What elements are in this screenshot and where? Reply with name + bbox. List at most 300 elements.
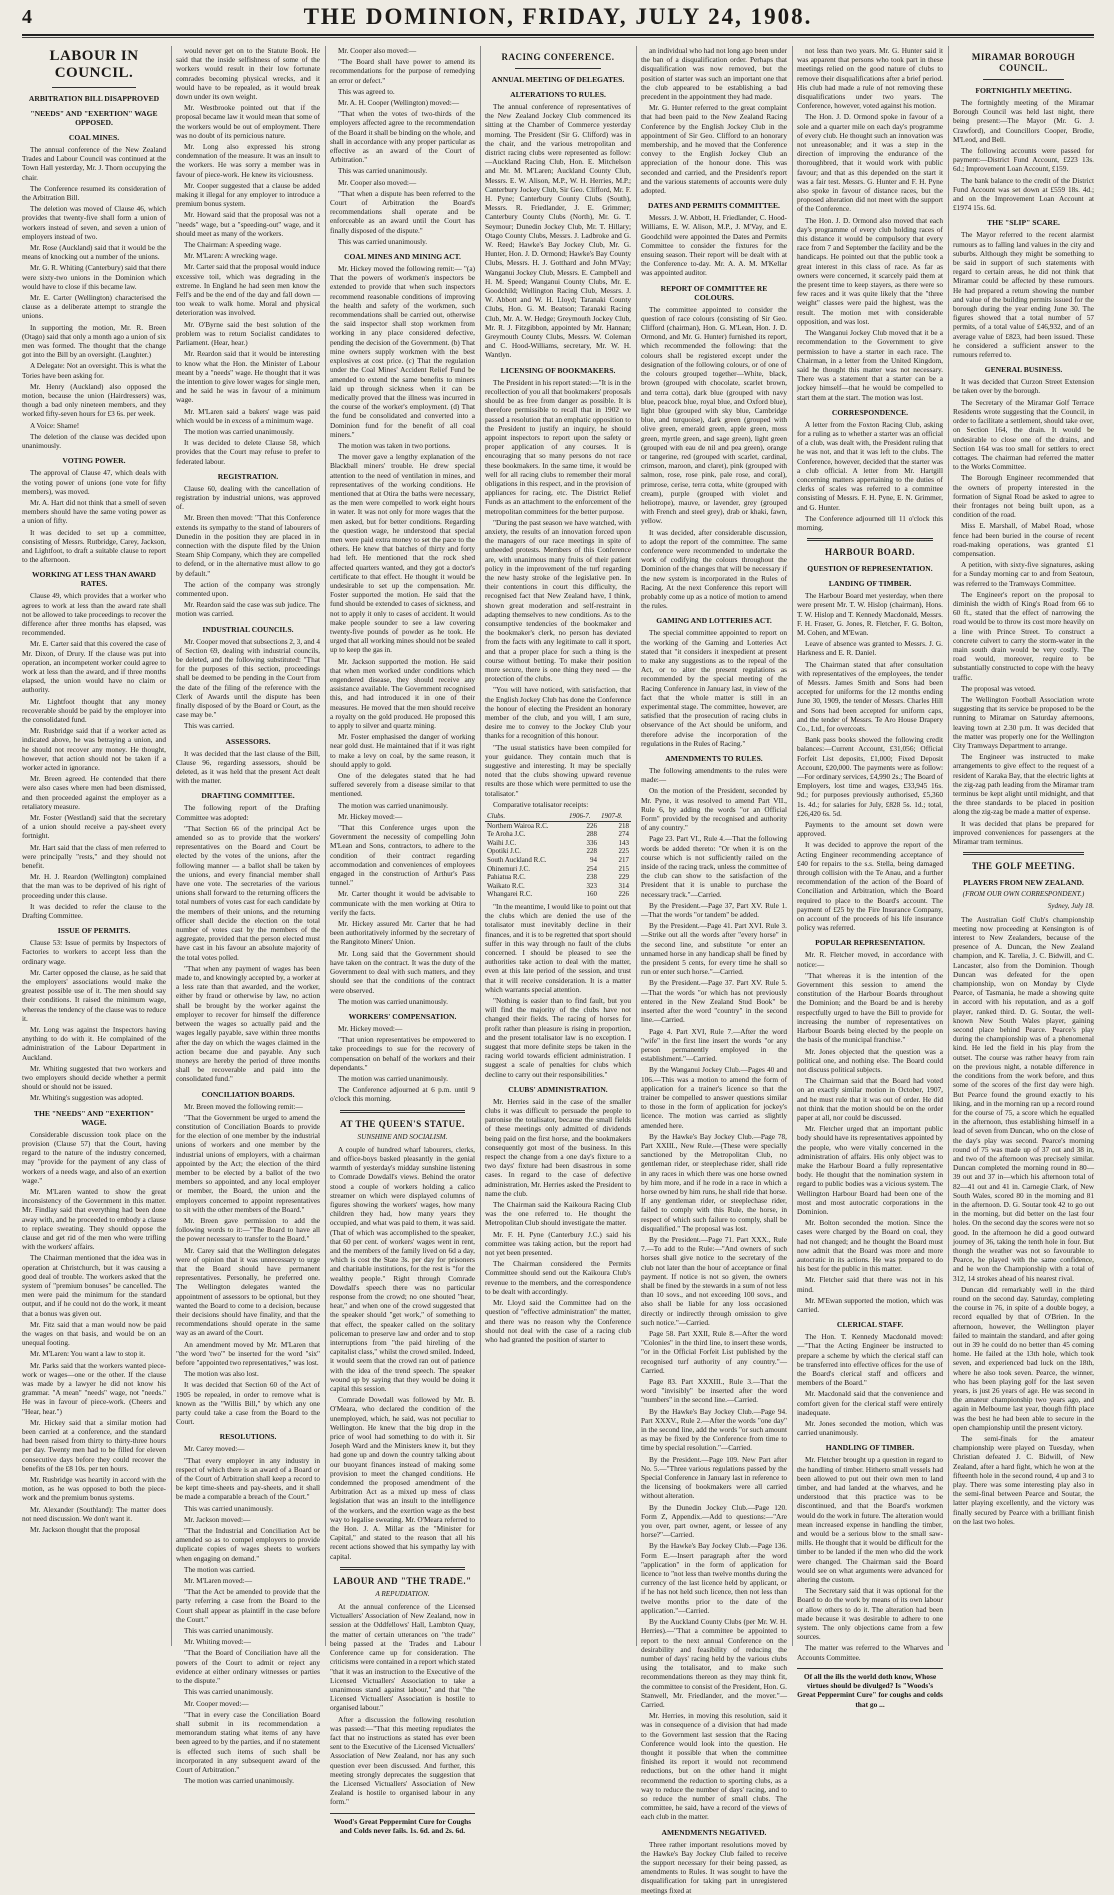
article-paragraph: The motion was carried unanimously.: [338, 996, 448, 1006]
article-paragraph: Leave of absence was granted to Messrs. J. G. Harkness and E. R. Daniel.: [797, 639, 943, 658]
advertisement-peppermint-cure: Wood's Great Peppermint Cure for Coughs and Colds never fails. 1s. 6d. and 2s. 6d.: [330, 1813, 475, 1835]
article-paragraph: Mr. Jones objected that the question was a political one, and nothing else. The Board could not discuss political subjects.: [797, 1046, 943, 1074]
table-cell: 254: [586, 864, 597, 873]
article-paragraph: "That every employer in any industry in respect of which there is an award of a Board or of the Court of Arbitration shall keep a record to be kept time-sheets and pay-sheets, and it shall be made a comparable a breach of the Court.": [176, 1455, 320, 1502]
article-paragraph: Mr. G. R. Whiting (Canterbury) said that there were sixty-two unions in the Dominion which would have to close if this became law.: [22, 263, 166, 291]
article-paragraph: Mr. M'Ewan supported the motion, which was carried.: [797, 1295, 943, 1314]
section-heading: ASSESSORS.: [225, 736, 271, 746]
table-cell: 226: [618, 890, 629, 899]
article-paragraph: Mr. Long also expressed his strong condemnation of the measure. It was an insult to the workers. He was sorry a member was in favour of piece-work. He knew its viciousness.: [176, 142, 320, 179]
article-paragraph: The Secretary said that it was optional for the Board to do the work by means of its own labour or allow others to do it. The alteration had been made because it was desirable to adhere to one system. The only objections came from a few sources.: [797, 1586, 943, 1642]
article-paragraph: Miss E. Marshall, of Mabel Road, whose fence had been buried in the course of recent road-making operations, was granted £1 compensation.: [953, 521, 1094, 558]
section-heading: POPULAR REPRESENTATION.: [815, 938, 925, 948]
article-paragraph: Payments to the amount set down were approved.: [797, 820, 943, 839]
table-row: [485, 856, 631, 865]
article-paragraph: The Chairman said the Kaikoura Racing Club was the one referred to. He thought the Metropolitan Club should investigate the matter.: [485, 1200, 631, 1228]
advertisement-poem: Of all the ills the world doth know, Whose virtues should be divulged? Is "Woods's Great Peppermint Cure" for coughs and colds that go ...: [797, 1668, 943, 1709]
article-paragraph: "That union representatives be empowered to take proceedings to sue for the recovery of compensation on behalf of the workers and their dependants.": [330, 1035, 475, 1072]
article-paragraph: In supporting the motion, Mr. R. Breen (Otago) said that only a month ago a union of six men was formed. The thought that the change got into the Bill by an oversight. (Laughter.): [22, 322, 166, 360]
article-paragraph: "During the past season we have watched, with anxiety, the results of an innovation forced upon the managers of our race meetings in spite of unheeded protests. Members of this Conference are, with unanimous many fruits of their patient policy in the improvement of the turf regarding the new hasty stroke of the legislative pen. In their contentions in court this difficulty, the recognised fact that New Zealand have, I think, shown great moderation and self-restraint in adapting themselves to new conditions. As to the consumptive tendencies of the bookmaker and the bookmaker's clerk, no person has deviated from the facts with any legitimate to call it sport, and that a proper place for such a thing is the course without betting. To make their position more secure, there is one thing they need — the protection of the clubs.: [485, 517, 631, 684]
article-paragraph: The motion was carried.: [184, 1564, 255, 1574]
article-paragraph: Mr. Carter thought it would be advisable to communicate with the men working at Otira to verify the facts.: [330, 889, 475, 917]
column-rule: [792, 46, 793, 1646]
article-paragraph: The Hon. J. D. Ormond also moved that each day's programme of every club holding races of this distance it would be compulsory that every race from 7 and September the facility and be the handicaps. He pointed out that the public took a great interest in this class of race. As far as owners were concerned, it scarcely paid them at the present time to keep stayers, as there were so few races and it was quite likely that the "three weight" classes were paid the highest, was the result. The motion met with considerable opposition, and was lost.: [797, 215, 943, 326]
subhead-sunshine: SUNSHINE AND SOCIALISM.: [357, 1132, 448, 1141]
article-paragraph: Mr. Henry (Auckland) also opposed the motion, because the union (Hairdressers) was, though a bad only nineteen members, and they worked fifty-seven hours for £3 6s. per week.: [22, 381, 166, 419]
column-4: [485, 46, 631, 1646]
article-paragraph: This was carried unanimously.: [184, 1626, 274, 1636]
table-cell: 94: [589, 856, 597, 864]
article-paragraph: The deletion of the clause was decided upon unanimously.: [22, 431, 166, 451]
article-paragraph: not less than two years. Mr. G. Hunter said it was apparent that persons who took part in these meetings relied on the good nature of clubs to remove their disqualifications after a brief period. His club had made a rule of not removing these disqualifications under two years. The Conference, however, voted against his motion.: [797, 46, 943, 111]
table-cell: 274: [618, 830, 629, 839]
article-paragraph: Considerable discussion took place on the provision (Clause 57) that the Court, having regard to the nature of the industry concerned, may "provide for the payment of any class of workers of a needs wage, and also of an exertion wage.": [22, 1129, 166, 1185]
article-paragraph: Mr. M'Laren said a bakers' wage was paid which would be in excess of a minimum wage.: [176, 406, 320, 425]
table-cell: 215: [618, 864, 629, 873]
divider: [807, 538, 933, 541]
table-cell: 218: [618, 821, 629, 830]
section-heading: CONCILIATION BOARDS.: [201, 1089, 295, 1099]
article-paragraph: Mr. Foster emphasised the danger of working near gold dust. He maintained that if it was right to make a levy on coal, by the same reason, it should apply to gold.: [330, 732, 475, 769]
masthead: [22, 4, 1094, 36]
column-5: [641, 46, 787, 1895]
table-cell: Waikato R.C.: [487, 881, 525, 890]
article-paragraph: Mr. Jackson thought that the proposal: [30, 1525, 140, 1535]
article-paragraph: It was decided that plans be prepared for improved conveniences for passengers at the Miramar tram terminus.: [953, 818, 1094, 847]
article-paragraph: The Engineer's report on the proposal to diminish the width of King's Road from 66 to 60 ft., stated that the effect of narrowing the road would be to throw its cost more heavily on a line with Prince Street. To construct a concrete culvert to carry the storm-water in the main south drain would be very costly. The road would, moreover, require to be substantially constructed to cope with the heavy traffic.: [953, 589, 1094, 682]
article-paragraph: Mr. Parks said that the workers wanted piece-work or wages—one or the other. If the clause was made by a lawyer he did not know his grammar. "A mean" "needs" wage, not "needs." He was in favour of piece-work. (Cheers and "Hear, hear."): [22, 1360, 166, 1416]
subhead-repudiation: A REPUDIATION.: [375, 1589, 430, 1598]
article-paragraph: Mr. Lloyd said the Committee had on the question of "effective administration" the matter, and there was no reason why the Conference should not deal with the case of a racing club who had granted the position of starter to: [485, 1298, 631, 1344]
article-paragraph: Mr. G. Hunter referred to the great complaint that had been paid to the New Zealand Racing Conference by the English Jockey Club in the appointment of Sir Geo. Clifford to an honorary membership, and he moved that the Conference convey to the English Jockey Club an appreciation of the honour done. This was seconded and carried, and the President's report and the various statements of accounts were duly adopted.: [641, 103, 787, 196]
section-heading: RESOLUTIONS.: [219, 1432, 277, 1442]
article-paragraph: By the Hawke's Bay Jockey Club.—Page 78, Part XXIII., New Rule.—(These were specially sanctioned by the Metropolitan Club, no gentleman rider, or steeplechase rider, shall ride in any races in which there was one horse owned by him more, and if he rode in a race in which a horse owned by him runs, he shall ride that horse. If any gentleman rider, or steeplechase rider, failed to comply with this Rule, the horse, in respect of which such failure to comply, shall be disqualified." The proposal was lost.: [641, 1131, 787, 1233]
section-heading: FORTNIGHTLY MEETING.: [975, 86, 1072, 95]
article-paragraph: Mr. E. Carter (Wellington) characterised the clause as a deliberate attempt to strangle the unions.: [22, 293, 166, 321]
totalisator-table: [485, 812, 631, 899]
article-paragraph: Mr. Breen then moved: "That this Conference extends its sympathy to the stand of labourers of Dunedin in the position they are placed in in connection with the dispute filed by the Union Steam Ship Company, which they are compelled to defend, or in the alternative must allow to go by default.": [176, 513, 320, 578]
table-cell: Ohinemuri J.C.: [487, 864, 530, 873]
column-3: [330, 46, 475, 1835]
article-paragraph: Mr. Breen moved the following remit:—: [184, 1101, 303, 1111]
article-paragraph: Mr. Hickey said that a similar motion had been carried at a conference, and the standard had been raised from thirty to thirty-three hours per day. Twenty men had to be filled for eleven consecutive days before they could recover the benefits of the £8 10s. per ten hours.: [22, 1417, 166, 1473]
article-paragraph: The annual conference of the New Zealand Trades and Labour Council was continued at the Town Hall yesterday, Mr. J. Thorn occupying the chair.: [22, 145, 166, 182]
table-cell: 336: [586, 838, 597, 847]
article-paragraph: Duncan did remarkably well in the third round on the second day. Saturday, completing the course in 76, in spite of a double bogey, a record equalled by that of O'Brien. In the afternoon, however, the Wellington player failed to maintain the standard, and after going out in 39 he could do no better than 45 coming home. He failed at the 13th hole, which took seven, and experienced bad luck on the 18th, where he also took seven. Pearce, the winner, who has been playing golf for the last seven years, is just 26 years of age. He was second in the amateur championship two years ago, and again in Melbourne last year, though fifth place was the best he had been able to secure in the open championship until the present victory.: [953, 1284, 1094, 1432]
article-paragraph: After a discussion the following resolution was passed:—"That this meeting repudiates the fact that no instructions as stated has ever been sent to the Executive of the Licensed Victuallers' Association of New Zealand, nor has any such question ever been discussed. And further, this meeting strongly deprecates the suggestion that the Licensed Victuallers' Association of New Zealand is hostile to organised labour in any form.": [330, 1714, 475, 1807]
table-row: [485, 821, 631, 830]
article-paragraph: Mr. Carter said that the proposal would induce excessive toil, which was degrading in the extreme. In England he had seen men know the Fell's and be the end of the day and fall down — too weak to walk home. Moral and physical deterioration was involved.: [176, 262, 320, 318]
article-paragraph: By the President.—Page 37. Part XV. Rule 5.—That the words "or which has not previously entered in the New Zealand Stud Book" be inserted after the word "country" in the second line.—Carried.: [641, 978, 787, 1025]
article-paragraph: "That this Conference urges upon the Government the necessity of compelling John M'Lean and Sons, contractors, to adhere to the condition of their contract regarding accommodation and conveniences of employees engaged in the construction of Arthur's Pass tunnel.": [330, 823, 475, 888]
article-paragraph: Mr. Hickey moved:—: [338, 811, 403, 821]
article-paragraph: Messrs. J. W. Abbott, H. Friedlander, C. Hood-Williams, E. W. Alison, M.P., J. M'Vay, and E. Goodchild were appointed the Dates and Permits Committee to consider the fixtures for the ensuing season. Their report will be dealt with at the Conference to-day. Mr. A. A. M. M'Kellar was appointed auditor.: [641, 213, 787, 278]
section-heading: DATES AND PERMITS COMMITTEE.: [648, 201, 780, 211]
section-heading: GENERAL BUSINESS.: [984, 365, 1063, 375]
column-1: [22, 46, 166, 1646]
article-paragraph: Clause 49, which provides that a worker who agrees to work at less than the award rate shall not be allowed to take proceedings to recover the difference after three months has elapsed, was recommended.: [22, 591, 166, 638]
subhead-representation: QUESTION OF REPRESENTATION.: [807, 564, 933, 574]
column-rule: [171, 46, 172, 1646]
article-paragraph: Mr. Jackson moved:—: [184, 1514, 251, 1524]
article-paragraph: Mr. Rose (Auckland) said that it would be the means of knocking out a number of the unions.: [22, 243, 166, 262]
article-paragraph: Mr. Jackson supported the motion. He said that when men worked under conditions which engendered disease, they should receive any assistance available. The Government recognised this, and had introduced it in one of their measures. He moved that the men should receive a royalty on the gold produced. He proposed this to apply to silver and quartz mining.: [330, 656, 475, 731]
article-paragraph: would never get on to the Statute Book. He said that the inside selfishness of some of the workers would result in their low fortunate comrades becoming physical wrecks, and it would have to be repealed, as it would break down under its own weight.: [176, 46, 320, 102]
article-paragraph: "That when any payment of wages has been made to, and knowingly accepted by, a worker at a less rate than that awarded, and the worker, either by fraud or otherwise by law, no action shall be brought by the worker against the employer to recover for himself the difference between the wages so actually paid and the wages legally payable, save within three months after the day on which the wages claimed in the action became due and payable. Any such moneys are hereby the period of three months shall be recoverable and paid into the consolidated fund.": [176, 963, 320, 1084]
table-cell: 314: [618, 881, 629, 890]
table-cell: Te Aroha J.C.: [487, 830, 526, 839]
article-paragraph: By the Wanganui Jockey Club.—Pages 40 and 106.—This was a motion to amend the form of application for a trainer's licence so that the trainer be compelled to answer questions similar to those in the form of application for jockey's licence. The motion was carried as slightly amended here.: [641, 1065, 787, 1130]
article-paragraph: "The usual statistics have been compiled for your guidance. They contain much that is suggestive and interesting. It may be specially noted that the clubs showing upward revenue results are those which were permitted to use the totalisator.": [485, 742, 631, 798]
article-paragraph: The Chairman said that the Board had voted on an exactly similar motion in October, 1907, and he must rule that it was out of order. He did not think that the motion should be on the order paper at all, nor could be discussed.: [797, 1076, 943, 1122]
article-paragraph: It was decided to set up a committee, consisting of Messrs. Rutbridge, Carey, Jackson, and Lightfoot, to draft a suitable clause to report to the afternoon.: [22, 527, 166, 565]
article-paragraph: "That when the votes of two-thirds of the employers affected agree to the recommendation of the Board it shall be binding on the whole, and shall in accordance with any proper particular as effective as an award of the Court of Arbitration.": [330, 109, 475, 165]
section-heading: AMENDMENTS TO RULES.: [665, 754, 763, 764]
column-rule: [325, 46, 326, 1646]
article-paragraph: By the President.—Page 37, Part XV. Rule 1.—That the words "or tandem" be added.: [641, 900, 787, 920]
article-paragraph: The Conference adjourned till 11 o'clock this morning.: [797, 513, 943, 532]
article-paragraph: "That when a dispute has been referred to the Court of Arbitration the Board's recommendations shall operate and be enforceable as an award until the Court has finally disposed of the dispute.": [330, 188, 475, 235]
table-cell: Whangarei R.C.: [487, 890, 533, 899]
article-paragraph: The special committee appointed to report on the working of the Gaming and Lotteries Act stated that "it considers it inexpedient at present to make any suggestions as to the repeal of the Act, or to alter the present regulations as recommended by the special meeting of the Racing Conference in January last, in view of the fact that the whole matter is still in an experimental stage. The committee, however, are satisfied that the prosecution of racing clubs in observance of the Act should be uniform, and therefore advise the incorporation of the regulations in the Rules of Racing.": [641, 628, 787, 748]
article-paragraph: The motion was carried unanimously.: [338, 800, 448, 810]
article-paragraph: The motion was also lost.: [184, 1369, 259, 1379]
article-paragraph: Mr. Long said that the Government should have taken on the contract. It was the duty of the Government to deal with such matters, and they should see that the conditions of the contract were observed.: [330, 948, 475, 995]
article-paragraph: By the Hawke's Bay Jockey Club.—Page 136. Form E.—Insert paragraph after the word "application" in the form of application for licence to "not less than twelve months during the currency of the last licence held by applicant, or if he has not held such licence, then not less than twelve months prior to the date of the application."—Carried.: [641, 1541, 787, 1615]
table-row: [485, 839, 631, 848]
article-paragraph: The President in his report stated:—"It is in the recollection of you all that bookmakers' proposals should be as free from danger as possible. It is therefore permissible to recall that in 1902 we passed a resolution that an emphatic opposition to the President to justify an inquiry, he should appoint inspectors to report upon the safety or proper application of any courses. It is encouraging that so many persons do not race these bookmakers. In the same time, it would be well for all racing clubs to remember their moral obligations in this respect, and in the provision of appliances for racing, etc. The District Relief Funds as an attachment to the enforcement of the metropolitan committees for the better purpose.: [485, 377, 631, 516]
article-paragraph: "The Board shall have power to amend its recommendations for the purpose of remedying an error or defect.": [330, 57, 475, 85]
headline-harbour-board: HARBOUR BOARD.: [824, 547, 915, 558]
article-paragraph: A petition, with sixty-five signatures, asking for a Sunday morning car to and from Seatoun, was referred to the Tramways Committee.: [953, 560, 1094, 588]
article-paragraph: Mr. A. H. Cooper (Wellington) moved:—: [338, 98, 460, 108]
section-heading: CLUBS' ADMINISTRATION.: [508, 1084, 608, 1094]
article-paragraph: Page 23. Part VI., Rule 4.—That the following words be added thereto: "Or when it is on the course which is not sufficiently railed on the inside of the racing track, unless the committee of the club can show to the satisfaction of the President that it is unable to purchase the necessary track."—Carried.: [641, 834, 787, 899]
article-paragraph: Mr. Lightfoot thought that any money recoverable should be paid by the employer into the consolidated fund.: [22, 696, 166, 724]
masthead-rule: [22, 37, 1094, 38]
article-paragraph: By the President.—Page 109. New Part after No. 5.—"Three various regulations passed by the Special Conference in January last in reference to the licensing of bookmakers were all carried without alteration.: [641, 1454, 787, 1501]
article-paragraph: Comrade Dowdall was followed by Mr. B. O'Meara, who declared the condition of the unemployed, which, he said, was not peculiar to Wellington. He knew that the big drop in the price of wool had something to do with it. Sir Joseph Ward and the Ministers knew it, but they had gone up and down the country talking about our buoyant finances instead of making some provision to meet the changed conditions. He condemned the proposed amendment of the Arbitration Act as a mixed up mess of class legislation that was an insult to the intelligence of the workers, and the exertion wage as the best way to legalise sweating. Mr. O'Meara referred to the Hon. J. A. Millar as the "Minister for Capital," and stated to the reason that all his recent actions showed that his sympathy lay with capital.: [330, 1395, 475, 1561]
column-rule: [636, 46, 637, 1646]
table-header: 1907-8.: [599, 812, 631, 821]
subhead-annual-meeting: ANNUAL MEETING OF DELEGATES.: [491, 75, 625, 84]
table-cell: Opotiki J.C.: [487, 847, 522, 856]
article-paragraph: Mr. Carey moved:—: [184, 1444, 245, 1454]
article-paragraph: Mr. O'Byrne said the best solution of the problem was to return Socialist candidates to Parliament. (Hear, hear.): [176, 319, 320, 348]
article-paragraph: A Voice: Shame!: [30, 420, 80, 430]
article-paragraph: A letter from the Foxton Racing Club, asking for a ruling as to whether a starter was an official of a club, was dealt with, the President ruling that he was not, and that it was left to the clubs. The Conference, however, decided that the starter was a club official. A letter from Mr. Hartgill concerning matters appertaining to the duties of clerks of scales was referred to a committee consisting of Messrs. F. H. Pyne, E. N. Grimmer, and G. Hunter.: [797, 419, 943, 512]
article-paragraph: It was decided that the last clause of the Bill, Clause 96, regarding assessors, should be deleted, as it was held that the present Act dealt with the matter.: [176, 748, 320, 786]
section-heading: ISSUE OF PERMITS.: [57, 926, 131, 936]
article-paragraph: This was carried unanimously.: [338, 166, 428, 176]
article-paragraph: It was decided to delete Clause 58, which provides that the Court may refuse to prefer to federated labour.: [176, 438, 320, 466]
article-paragraph: Mr. Carter opposed the clause, as he said that the employers' associations would make the greatest possible use of it. The men should say their conditions. It raised the minimum wage, whereas the tendency of the clause was to reduce it.: [22, 967, 166, 1023]
table-row: [485, 882, 631, 891]
article-paragraph: The committee appointed to consider the question of race colours (consisting of Sir Geo. Clifford (chairman), Hon. G. M'Lean, Hon. J. D. Ormond, and Mr. G. Hunter) furnished its report, which recommended the following: that the colours shall be registered except under the designation of the following colours, or of one of the colours grouped together—White, black, brown (grouped with chocolate, scarlet brown, and terra cotta), dark blue (grouped with navy blue, peacock blue, royal blue, and Oxford blue), light blue (grouped with sky blue, Cambridge blue, and turquoise), dark green (grouped with olive green, emerald green, apple green, moss green, myrtle green, and sage green), light green (grouped with eau de nil and pea green), orange or tangerine, red (grouped with scarlet, cardinal, crimson, maroon, and claret), pink (grouped with salmon, rose, rose pink, pale rose, and coral), primrose, cerise, terra cotta, white (grouped with cream), purple (grouped with violet and heliotrope), mauve, or lavender, grey (grouped with French and steel grey), drab or khaki, fawn, yellow.: [641, 304, 787, 526]
article-paragraph: Mr. M'Laren moved:—: [184, 1576, 252, 1586]
section-heading: REPORT OF COMMITTEE RE COLOURS.: [660, 283, 768, 302]
section-heading: VOTING POWER.: [62, 456, 126, 466]
section-heading: DRAFTING COMMITTEE.: [201, 791, 295, 801]
article-paragraph: The Secretary of the Miramar Golf Terrace Residents wrote suggesting that the Council, in order to facilitate a settlement, should take over, on Section 164, the drain. It would be undesirable to close one of the drains, and Section 164 was too small for settlers to erect cottages. The chairman had referred the matter to the Works Committee.: [953, 397, 1094, 472]
section-heading: AMENDMENTS NEGATIVED.: [661, 1827, 767, 1837]
article-paragraph: The mover gave a lengthy explanation of the Blackball miners' trouble. He drew special attention to the need of ventilation in mines, and representatives of the working conditions. He mentioned that at Otira the baths were necessary, as the men were compelled to work eight hours in water. It was not only for more wages that the men asked, but for better conditions. Regarding the question wage, he understood that special men were paid extra money to set the pace to the others. He knew that batches of thirty and forty had left. He mentioned that the rock shed affected quarters wanted, and they got a doctor's certificate to that effect. He thought it would be undesirable to set up the compensation. Mr. Foster supported the motion. He said that the fund should be extended to cases of sickness, and not to apply it only to cases of accident. It would make people sounder to see a law covering twenty-five pounds of powder as he took. He urged that all working mines should not be sealed up to keep the gas in.: [330, 452, 475, 655]
article-paragraph: The proposal was vetoed.: [961, 683, 1036, 693]
article-paragraph: Mr. F. H. Pyne (Canterbury J.C.) said his committee was taking action, but the report had not yet been presented.: [485, 1229, 631, 1258]
article-paragraph: Mr. Foster (Westland) said that the secretary of a union should receive a pay-sheet every fortnight.: [22, 813, 166, 841]
article-paragraph: The motion was carried unanimously.: [184, 426, 294, 436]
table-header: Clubs.: [485, 812, 567, 821]
article-paragraph: This was carried unanimously.: [338, 236, 428, 246]
article-paragraph: The fortnightly meeting of the Miramar Borough Council was held last night, there being present:—The Mayor (Mr. G. J. Crawford), and Councillors Cooper, Brodie, M'Leod, and Bell.: [953, 98, 1094, 144]
article-paragraph: This was agreed to.: [338, 86, 395, 96]
article-paragraph: At the annual conference of the Licensed Victuallers' Association of New Zealand, now in session at the Oddfellows' Hall, Lambton Quay, the matter of certain utterances on "the trade" being passed at the Trades and Labour Conference came up for consideration. The criticisms were contained in a report which stated "that it was an instruction to the Executive of the Licensed Victuallers' Association to take a unanimous stand against labour," and that "the Licensed Victuallers' Association is hostile to organised labour.": [330, 1602, 475, 1713]
article-paragraph: Page 4. Part XVI, Rule 7.—After the word "wife" in the first line insert the words "or any person permanently employed in the establishment."—Carried.: [641, 1026, 787, 1064]
section-heading: WORKING AT LESS THAN AWARD RATES.: [31, 570, 157, 589]
article-paragraph: A Delegate: Not an oversight. This is what the Tories have been asking for.: [22, 361, 166, 380]
article-paragraph: This was carried unanimously.: [184, 1503, 274, 1513]
article-paragraph: The following accounts were passed for payment:—District Fund Account, £223 13s. 6d.; Improvement Loan Account, £159.: [953, 146, 1094, 174]
article-paragraph: Three rather important resolutions moved by the Hawke's Bay Jockey Club failed to receive the support necessary for their being passed, as amendments to Rules. It was sought to have the disqualification for taking part in unregistered meetings fixed at: [641, 1839, 787, 1895]
article-paragraph: Clause 60, dealing with the cancellation of registration by industrial unions, was approved of.: [176, 483, 320, 512]
section-heading: CORRESPONDENCE.: [831, 407, 909, 417]
article-paragraph: By the Hawke's Bay Jockey Club.—Page 94. Part XXXV., Rule 2.—After the words "one day" in the second line, add the words "or such amount as may be fixed by the Conference from time to time by special resolution."—Carried.: [641, 1406, 787, 1453]
article-paragraph: By the Auckland County Clubs (per Mr. W. H. Herries).—"That a committee be appointed to report to the next annual Conference on the desirability and feasibility of reducing the number of days' racing held by the various clubs using the totalisator, and to make such recommendations thereon as they may think fit, the committee to consist of the President, Hon. G. Stanwell, Mr. Friedlander, and the mover."—Carried.: [641, 1617, 787, 1709]
article-paragraph: The annual conference of representatives of the New Zealand Jockey Club commenced its sitting at the Chamber of Commerce yesterday morning. The President (Sir G. Clifford) was in the chair, and the various metropolitan and district racing clubs were represented as follow:—Auckland Racing Club, Hon. E. Mitchelson and Mr. M. M'Laren; Auckland County Club, Messrs. E. W. Alison, M.P., W. H. Herries, M.P.; Canterbury Jockey Club, Sir Geo. Clifford, Mr. F. H. Pyne; Canterbury County Clubs (South), Messrs. R. Friedlander, J. E. Grimmer; Canterbury County Clubs (North), Mr. G. T. Seymour; Dunedin Jockey Club, Mr. T. Hillary; Otago County Clubs, Messrs. J. Ladbroke and G. W. Reed; Hawke's Bay Jockey Club, Mr. G. Hunter, Hon. J. D. Ormond; Hawke's Bay County Clubs, Messrs. H. J. Gotthard and John M'Vay; Wanganui Jockey Club, Messrs. E. Campbell and H. M. Speed; Wanganui County Clubs, Mr. E. Goodchild; Wellington Racing Club, Messrs. J. W. Abbott and W. H. Lloyd; Taranaki County Clubs, Hon. G. M. Beatson; Taranaki Racing Club, Mr. A. W. Hedge; Greymouth Jockey Club, Mr. R. J. Fitzgibbon, appointed by Mr. Hannan; Greymouth County Clubs, Messrs. W. Coleman and C. Hood-Williams, secretary, Mr. W. H. Wantlyn.: [485, 102, 631, 360]
article-paragraph: It was decided to approve the report of the Acting Engineer recommending acceptance of £40 for repairs to the s.s. Stella, being damaged through collision with the Te Anau, and a further recommendation of the action of the Board of Conciliation and Arbitration, which the Board required to place to the Board's account. The payment of £25 by the Fire Insurance Company, on account of the proceeds of his life insurance policy was referred.: [797, 840, 943, 933]
article-paragraph: "That in every case the Conciliation Board shall submit in its recommendation a memorandum stating what items of any have been agreed to by the parties, and if no statement is effected such items of such shall be incorporated in any subsequent award of the Court of Arbitration.": [176, 1709, 320, 1774]
article-paragraph: Mr. Reardon said that it would be interesting to know what the Hon. the Minister of Labour meant by a "needs" wage. He thought that it was the intention to give lower wages for single men, and he said he was in favour of a minimum wage.: [176, 349, 320, 405]
column-rule: [948, 46, 949, 1646]
section-heading: CLERICAL STAFF.: [836, 1320, 904, 1330]
article-paragraph: Mr. Herries said in the case of the smaller clubs it was difficult to persuade the people to patronise the totalisator, because the small fields of these meetings only admitted of dividends being paid on the first horse, and the bookmakers consequently got most of the business. In this respect the change from a one day's fixture to a two days' fixture had been disastrous in some cases. In regard to the case of defective administration, Mr. Herries asked the President to name the club.: [485, 1096, 631, 1198]
article-paragraph: "That the Board of Conciliation have all the powers of the Court to admit or reject any evidence at either ordinary witnesses or parties to the dispute.": [176, 1648, 320, 1686]
article-paragraph: It was decided that Section 60 of the Act of 1905 be repealed, in order to remove what is known as the "Willis Bill," by which any one party could take a case from the Board to the Court.: [176, 1380, 320, 1427]
article-paragraph: Mr. Howard said that the proposal was not a "needs" wage, but a "speeding-out" wage, and it should meet as many of the workers.: [176, 210, 320, 238]
table-row: [485, 830, 631, 839]
article-paragraph: The Hon. J. D. Ormond spoke in favour of a sole and a quarter mile on each day's programme of every club. He thought such an innovation was not unreasonable; and it was a step in the direction of improving the endurance of the thoroughbred, that it would work with public favour; and that as this depended on the start it was a fair test. Messrs. G. Hunter and F. H. Pyne also spoke in favour of distance races, but the proposed alteration did not meet with the support of the Conference.: [797, 112, 943, 214]
article-paragraph: Mr. E. Carter said that this covered the case of Mr. Dixon, of Drury. If the clause was put into operation, an incompetent worker could agree to work at less than the award, and if three months elapsed, the union would have no claim or authority.: [22, 639, 166, 695]
article-paragraph: The Chairman considered the Permits Committee should send out the Kaikoura Club's revenue to the members, and the correspondence to be dealt with accordingly.: [485, 1259, 631, 1296]
section-heading: THE "NEEDS" AND "EXERTION" WAGE.: [33, 1108, 155, 1127]
article-paragraph: Mr. M'Laren wanted to show the great inconsistency of the Government in this matter. Mr. Findlay said that everything had been done away with, and he proceeded to embody a clause to replace sweating. They should oppose the clause and get rid of the men who were trifling with the workers' affairs.: [22, 1186, 166, 1252]
divider: [340, 1110, 465, 1113]
article-paragraph: The motion was taken in two portions.: [338, 440, 451, 450]
subhead-arbitration-bill: ARBITRATION BILL DISAPPROVED: [28, 94, 160, 103]
table-cell: 323: [586, 881, 597, 890]
table-cell: Pahiatua R.C.: [487, 873, 526, 882]
article-paragraph: Mr. Bolton seconded the motion. Since the cases were charged by the Board on coal, they had not changed; and he thought the Board must now admit that the Board was more and more autocratic in its actions. He was prepared to do his best for the public in this matter.: [797, 1218, 943, 1274]
article-paragraph: Mr. Reardon said the case was sub judice. The motion was carried.: [176, 600, 320, 619]
article-paragraph: The motion was carried unanimously.: [184, 1776, 294, 1786]
article-paragraph: Mr. Hickey assured Mr. Carter that he had been authoritatively informed by the secretary of the Rangitoto Miners' Union.: [330, 919, 475, 947]
article-paragraph: Mr. Cooper moved:—: [184, 1698, 249, 1708]
article-paragraph: The Wellington Football Association wrote suggesting that its service be proposed to be the running to Miramar on Saturday afternoons, leaving town at 2.30 p.m. It was decided that the matter was properly one for the Wellington City Tramways Department to arrange.: [953, 694, 1094, 750]
section-heading: THE "SLIP" SCARE.: [987, 218, 1060, 228]
column-7: [953, 46, 1094, 1646]
article-paragraph: The Australian Golf Club's championship meeting now proceeding at Kensington is of interest to New Zealanders, because of the presence of A. Duncan, the New Zealand champion, and K. Tarelia, J. C. Bidwill, and C. Lancaster, also from the Dominion. Though Duncan was defeated for the open championship, won on Monday by Clyde Pearce, of Tasmania, he made a showing quite in accord with his reputation, and as a golf player, ranked third. D. G. Soutar, the well-known New South Wales player, gaining second place behind Pearce. Pearce's play during the championship was of a phenomenal kind. He led the field in his play from the outset. The course was rather heavy from rain on the previous night, a notable difference in the conditions from the work before, and thus some of the scores of the first day were high. But Pearce found the ground exactly to his liking, and in the morning ran up a record round for the course of 75, a score which he equalled in the afternoon, thus establishing himself in a lead of seven from Duncan, who on the close of the day's play was second. Pearce's morning round of 75 was made up of 37 out and 38 in, and two of the afternoon was precisely similar. Duncan completed the morning round in 80—39 out and 37 in—which his afternoon total of 82—41 out and 41 in. Carnegie Clark, of New South Wales, scored 80 in the morning and 81 in the afternoon. D. G. Soutar took 42 to go out in the morning, but did better on the last four holes. On the second day the scores were not so good. In the afternoon he did a good outward journey of 36, taking the tenth hole in four. But though the weather was not so favourable to Pearce, he played with the same confidence, and he won the Championship with a total of 312, 14 strokes ahead of his nearest rival.: [953, 914, 1094, 1283]
table-cell: 228: [586, 847, 597, 856]
article-paragraph: The Conference resumed its consideration of the Arbitration Bill.: [22, 183, 166, 203]
page-number: 4: [22, 6, 32, 28]
article-paragraph: Mr. Cooper also moved:—: [338, 46, 417, 55]
article-paragraph: Mr. Cooper suggested that a clause be added making it illegal for any employer to introduce a premium bonus system.: [176, 180, 320, 209]
article-paragraph: One of the delegates stated that he had suffered severely from a disease similar to that mentioned.: [330, 771, 475, 799]
article-paragraph: Mr. Alexander (Southland): The matter does not need discussion. We don't want it.: [22, 1504, 166, 1523]
article-paragraph: The Conference adjourned at 6 p.m. until 9 o'clock this morning.: [330, 1085, 475, 1104]
article-paragraph: The Wanganui Jockey Club moved that it be a recommendation to the Government to give permission to have a starter in each race. The Chairman, in a letter from the United Kingdom, said he thought this matter was not necessary. There was a statement that a starter can be a jockey himself—that he would be compelled to start them at the start. The motion was lost.: [797, 328, 943, 402]
section-heading: COAL MINES AND MINING ACT.: [344, 252, 461, 262]
divider: [52, 87, 136, 88]
article-paragraph: an individual who had not long ago been under the ban of a disqualification order. Perhaps that disqualification was now removed, but the position of starter was such an important one that the club appeared to be establishing a bad precedent in the appointment they had made.: [641, 46, 787, 102]
article-paragraph: Mr. Rusbridge was heartily in accord with the motion, as he was opposed to both the piece-work and the premium bonus systems.: [22, 1475, 166, 1503]
article-paragraph: The Chairman stated that after consultation with representatives of the employees, the tender of Messrs. James Smith and Sons had been accepted for uniforms for the 12 months ending June 30, 1909, the tender of Messrs. Charles Hill and Sons had been accepted for uniform caps, and the tender of Messrs. Te Aro House Drapery Co., Ltd., for overcoats.: [797, 659, 943, 733]
table-cell: Northern Wairoa R.C.: [487, 821, 549, 830]
article-paragraph: The approval of Clause 47, which deals with the voting power of unions (one vote for fifty members), was moved.: [22, 468, 166, 496]
article-paragraph: Mr. Herries, in moving this resolution, said it was in consequence of a division that had made to the Government last session that the Racing Conference would look into the question. He thought it possible that when the committee finished its report it would not recommend reductions, but on the other hand it might recommend the reduction to sporting clubs, as a way to reduce the number of days' racing, and to so reduce the number of small clubs. The committee, he said, have a record of the views of each club in the matter.: [641, 1711, 787, 1822]
article-paragraph: Mr. Long was against the Inspectors having anything to do with it. He complained of the administration of the Labour Department in Auckland.: [22, 1025, 166, 1062]
article-paragraph: "You will have noticed, with satisfaction, that the English Jockey Club has done the Conference the honour of electing the President an honorary member of the club, and you will, I am sure, desire me to convey to the Jockey Club your thanks for a recognition of this honour.: [485, 685, 631, 741]
article-paragraph: The following report of the Drafting Committee was adopted:: [176, 803, 320, 822]
article-paragraph: Mr. R. Fletcher moved, in accordance with notice:—: [797, 950, 943, 969]
divider: [340, 1567, 465, 1570]
article-paragraph: The following amendments to the rules were made:—: [641, 766, 787, 785]
section-heading: WORKERS' COMPENSATION.: [348, 1011, 457, 1021]
section-heading: INDUSTRIAL COUNCILS.: [202, 624, 294, 634]
table-cell: 217: [618, 856, 629, 864]
article-paragraph: "That the Government be urged to amend the constitution of Conciliation Boards to provide for the election of one member by the industrial unions of workers and one member by the industrial unions of employers, with a chairman appointed by the Act; the election of the third member to be elected by a ballot of the two members so appointed, and any local employer or member, the Board, the union and the employers concerned to appoint representatives to sit with the other members of the Board.": [176, 1112, 320, 1214]
article-paragraph: The deletion was moved of Clause 46, which provides that twenty-five shall form a union of workers instead of seven, and seven a union of employers instead of two.: [22, 204, 166, 241]
headline-labour-in-council: LABOUR IN COUNCIL.: [49, 48, 139, 81]
article-paragraph: Mr. Fletcher brought up a question in regard to the handling of timber. Hitherto small vessels had been allowed to put out their own men to land timber, and had landed at the wharves, and he understood that this practice was to be discontinued, and that the Board's workmen would do the work in future. The alteration would mean increased expense in handling the timber, and would be a serious blow to the small saw-mills. He thought that it would be difficult for the timber to be landed if the men who did the work were changed. The Chairman said the Board would see on what arguments were advanced for altering the custom.: [797, 1455, 943, 1585]
headline-racing-conference: RACING CONFERENCE.: [501, 52, 615, 62]
table-row: [485, 847, 631, 856]
section-heading: ALTERATIONS TO RULES.: [510, 90, 606, 99]
article-paragraph: The Borough Engineer recommended that the owners of property interested in the formation of Signal Road be asked to agree to their frontages not being built upon, as a condition of the road.: [953, 473, 1094, 520]
section-heading: GAMING AND LOTTERIES ACT.: [656, 616, 772, 626]
article-paragraph: Mr. Carey said that the Wellington delegates were of opinion that it was unnecessary to urge that the Board should have permanent representatives. Personally, he preferred one. The Wellington delegates wanted the appointment of assessors to be optional, but they wanted the Board to come to a decision, because their decisions should have finality, and that the recommendations should operate in the same way as an award of the Court.: [176, 1245, 320, 1338]
table-cell: Waihi J.C.: [487, 838, 517, 847]
divider: [983, 79, 1064, 80]
table-row: [485, 865, 631, 874]
table-cell: 160: [586, 890, 597, 899]
divider: [963, 852, 1084, 855]
article-paragraph: The Chairman mentioned that the idea was in operation at Christchurch, but it was causing a good deal of trouble. The workers asked that the system of "premium bonuses" be cancelled. The men were paid the minimum for the standard output, and if he could not do the work, it meant that a bonus was given out.: [22, 1253, 166, 1318]
divider: [515, 68, 601, 69]
article-paragraph: The Hon. T. Kennedy Macdonald moved:—"That the Acting Engineer be instructed to prepare a scheme by which the clerical staff can be transferred into effective offices for the use of the Board's clerical staff and officers and members of the Board.": [797, 1332, 943, 1388]
article-paragraph: Mr. Jones seconded the motion, which was carried unanimously.: [797, 1419, 943, 1438]
article-paragraph: It was decided, after considerable discussion, to adopt the report of the committee. The same conference were recommended to undertake the work of codifying the colours throughout the Dominion of the changes that will be necessary if the new system is incorporated in the Rules of Racing. At the next Conference this report will probably come up as a notice of motion to amend the rules.: [641, 527, 787, 611]
article-paragraph: Mr. A. Hart did not think that a smell of seven members should have the same voting power as a union of fifty.: [22, 497, 166, 526]
article-paragraph: Mr. Fitz said that a man would now be paid the wages on that basis, and would be on an unequal footing.: [22, 1319, 166, 1348]
byline: (FROM OUR OWN CORRESPONDENT.): [962, 890, 1085, 899]
article-paragraph: The Mayor referred to the recent alarmist rumours as to falling land values in the city and suburbs. Although they might be something to be said in support of such statements with regard to certain areas, he did not think that Miramar could be affected by these rumours. He had prepared a return showing the number and value of the building permits issued for the borough during the year ending June 30. The figures showed that a total number of 57 permits, of a total value of £46,932, and of an average value of £823, had been issued. These he considered a sufficient answer to the rumours referred to.: [953, 230, 1094, 360]
article-paragraph: "Nothing is easier than to find fault, but you will find the majority of the clubs have not changed their fields. The racing of horses for profit rather than pleasure is rising in proportion, and the present totalisator law is no exception. I suggest that more definite steps be taken in the racing world towards efficient administration. I suggest a scale of penalties for clubs which decline to carry out their responsibilities.": [485, 996, 631, 1079]
article-paragraph: Mr. Rusbridge said that if a worker acted as indicated above, he was betraying a union, and he should not recover any money. He thought, however, that action should not be taken if a worker acted in ignorance.: [22, 726, 166, 772]
article-paragraph: The Harbour Board met yesterday, when there were present Mr. T. W. Hislop (chairman), Hons. T. W. Hislop and T. Kennedy Macdonald, Messrs. F. H. Fraser, G. Jones, R. Fletcher, F. G. Bolton, M. Cohen, and M'Ewan.: [797, 591, 943, 637]
article-paragraph: Mr. M'Laren: You want a law to stop it.: [30, 1349, 146, 1359]
article-paragraph: By the President.—Page 41. Part XVI. Rule 3.—Strike out all the words after "every horse" in the second line, and substitute "or enter an unnamed horse in any handicap shall be fined by the president 5 cents, for every time he shall so run or enter such horse."—Carried.: [641, 921, 787, 977]
table-cell: 229: [618, 873, 629, 882]
article-paragraph: Page 83. Part XXXIII., Rule 3.—That the word "invisibly" be inserted after the word "numbers" in the second line.—Carried.: [641, 1377, 787, 1405]
article-paragraph: Mr. Cooper moved that subsections 2, 3, and 4 of Section 69, dealing with industrial councils, be deleted, and the following substituted: "That for the purposes of this section, proceedings shall be deemed to be pending in the Court from the date of the filing of the reference with the Clerk of Awards until the dispute has been finally disposed of by the Board or Court, as the case may be.": [176, 636, 320, 720]
article-paragraph: An amendment moved by Mr. M'Laren that "the word 'two'" be inserted for the word "six" before "appointed two representatives," was lost.: [176, 1339, 320, 1367]
column-rule: [480, 46, 481, 1646]
column-2: [176, 46, 320, 1786]
article-paragraph: By the Dunedin Jockey Club.—Page 120. Form Z, Appendix.—Add to questions:—"Are you over, part owner, agent, or lessee of any horse?"—Carried.: [641, 1502, 787, 1540]
headline-golf-meeting: THE GOLF MEETING.: [972, 861, 1075, 872]
article-paragraph: Mr. H. J. Reardon (Wellington) complained that the man was to be deprived of his right of proceeding under this clause.: [22, 872, 166, 900]
table-header: 1906-7.: [567, 812, 599, 821]
article-paragraph: It was decided that Curzon Street Extension be taken over by the borough.: [953, 377, 1094, 396]
article-paragraph: Mr. Hickey moved:—: [338, 1023, 403, 1033]
article-paragraph: "That Section 66 of the principal Act be amended so as to provide that the workers' representatives on the Board and Court be elected by the votes of the unions, after the following manner — a ballot shall be taken by the unions, and every financial member shall have one vote. The secretaries of the various unions shall forward to the returning officers the total numbers of votes cast for each candidate by the members of their unions, and the returning officer shall decide the election on the total number of votes cast by the members of the aggregate, provided that the person elected must have cast in his favour an absolute majority of the total votes polled.: [176, 823, 320, 962]
article-paragraph: By the President.—Page 71. Part XXX., Rule 7.—To add to the Rule:—"And owners of such horses shall give notice to the secretary of the club not later than the hour of acceptance or final payment. If notice is not so given, the owners shall be fined by the stewards in a sum of not less than 10 sovs., and not exceeding 100 sovs., and also shall be liable for any loss occasioned directly or indirectly through omission to give such notice."—Carried.: [641, 1234, 787, 1327]
article-paragraph: Mr. Hart said that the class of men referred to were principally "rests," and they should not benefit.: [22, 842, 166, 871]
section-heading: REGISTRATION.: [217, 471, 279, 481]
article-paragraph: Mr. Fletcher urged that an important public body should have its representatives appointed by the people, who were vitally concerned in the administration of affairs. His only object was to make the Harbour Board a fully representative body. He thought that the nomination system in regard to public bodies was a vicious system. The Wellington Harbour Board had been one of the most and most autocratic corporations in the Dominion.: [797, 1124, 943, 1216]
article-paragraph: This was carried unanimously.: [184, 1687, 274, 1697]
subhead-players: PLAYERS FROM NEW ZEALAND.: [963, 878, 1084, 888]
section-heading: LICENSING OF BOOKMAKERS.: [500, 365, 616, 375]
article-paragraph: Mr. Whiting suggested that two workers and two employers should decide whether a permit should or should not be issued.: [22, 1063, 166, 1092]
table-cell: 226: [586, 821, 597, 830]
article-paragraph: Mr. Hickey moved the following remit:— "(a) That the powers of workmen's inspectors be extended to provide that when such inspectors recommend reasonable conditions of improving the health and safety of the workmen, such recommendations shall be carried out, otherwise the said inspector shall stop workmen from working in any place considered defective, pending the decision of the Government. (b) That mine owners supply workmen with the best explosives at cost price. (c) That the regulation under the Coal Mines' Accident Relief Fund be amended to extend the same benefits to miners laid up through sickness when it can be medically proved that the illness was incurred in the course of the worker's employment. (d) That the fund be consolidated and converted into a Dominion fund for the benefit of all coal miners.": [330, 264, 475, 439]
article-paragraph: Mr. Whiting moved:—: [184, 1637, 251, 1647]
article-paragraph: "That the Industrial and Conciliation Act be amended so as to compel employers to provide duplicate copies of wages sheets to workers when engaging on demand.": [176, 1526, 320, 1563]
headline-miramar-council: MIRAMAR BOROUGH COUNCIL.: [971, 52, 1076, 73]
table-caption: Comparative totalisator receipts:: [493, 799, 589, 809]
article-paragraph: Mr. Breen agreed. He contended that there were also cases where men had been dismissed, and then proceeded against the employer as a retaliatory measure.: [22, 774, 166, 811]
article-paragraph: Bank pass books showed the following credit balances:—Current Account, £31,056; Official Forfeit List deposits, £1,000; Fixed Deposit Account, £20,000. The payments were as follow:—For ordinary services, £4,990 2s.; The Board of Employers, lost time and wages, £33,945 16s. 9d.; for purposes previously authorised, £5,360 1s. 4d.; for salaries for July, £828 5s. 1d.; total, £26,420 6s. 5d.: [797, 735, 943, 818]
article-paragraph: The action of the company was strongly commented upon.: [176, 579, 320, 598]
article-paragraph: Mr. Fletcher said that there was not in his mind.: [797, 1275, 943, 1294]
table-row: [485, 873, 631, 882]
table-cell: 225: [618, 847, 629, 856]
section-heading: COAL MINES.: [68, 133, 120, 142]
article-paragraph: Clause 53: Issue of permits by Inspectors of Factories to workers to accept less than the ordinary wage.: [22, 938, 166, 966]
article-paragraph: A couple of hundred wharf labourers, clerks, and office-boys basked pleasantly in the genial warmth of yesterday's midday sunshine listening to Comrade Dowdall's views. Behind the orator stood a couple of workers holding a calico streamer on which were displayed columns of figures showing the workers' wages, how many children they had, how many years they occupied, and what was paid to them, it was said. (That of which was accomplished to the speaker, that 60 per cent. of workers' wages went in rent, and the members of the family lived on 6d a day, which is cost the State 3s. per day for prisoners and charitable institutions, for the rest is "for the wealthy people." Right through Comrade Dowdall's speech there was no particular response from the crowd; no one shouted "hear, hear," and when one of the crowd suggested that the speaker should "get work," of something to that effect, the speaker called on the solitary policeman to preserve law and order and to stop interruptions from "the paid hireling of the capitalist class," whilst the crowd smiled. Indeed, it would seem that the crowd ran out of patience with the idea of the trend speech. The speaker wound up by saying that they would be doing it capital this session.: [330, 1144, 475, 1394]
article-paragraph: "That whereas it is the intention of the Government this session to amend the constitution of the Harbour Boards throughout the Dominion; and the Board be and is hereby respectfully urged to have the Bill to provide for increasing the number of representatives on Harbour Boards being elected by the people on the basis of the municipal franchise.": [797, 970, 943, 1045]
newspaper-title: THE DOMINION, FRIDAY, JULY 24, 1908.: [303, 4, 813, 29]
column-6: [797, 46, 943, 1709]
article-paragraph: The Chairman: A speeding wage.: [184, 240, 282, 250]
article-paragraph: "That the Act be amended to provide that the party referring a case from the Board to the Court shall appear as plaintiff in the case before the Court.": [176, 1587, 320, 1624]
article-paragraph: This was carried.: [184, 721, 235, 731]
section-heading: HANDLING OF TIMBER.: [825, 1443, 915, 1453]
article-paragraph: On the motion of the President, seconded by Mr. Pyne, it was resolved to amend Part VII., Rule 6, by adding the words "or an Official Form" provided by the recognised and authority of any country.": [641, 786, 787, 833]
table-cell: South Auckland R.C.: [487, 856, 547, 864]
article-paragraph: The matter was referred to the Wharves and Accounts Committee.: [797, 1643, 943, 1662]
article-paragraph: The semi-finals for the amateur championship were played on Tuesday, when Christian defeated J. C. Bidwill, of New Zealand, after a hard fight, which he won at the fifteenth hole in the second round, 4 up and 3 to play. There was some interesting play also in the semi-final between Pearce and Soutar, the latter playing excellently, and the victory was finally secured by Pearce with a brilliant finish on the last two holes.: [953, 1434, 1094, 1526]
article-paragraph: Page 58. Part XXII, Rule 8.—After the word "Colonies" in the third line, to insert these words, "or in the Official Forfeit List published by the recognised turf authority of any country."—Carried.: [641, 1329, 787, 1375]
article-paragraph: Mr. Whiting's suggestion was adopted.: [30, 1093, 144, 1103]
table-header-row: [485, 812, 631, 821]
section-heading: LANDING OF TIMBER.: [828, 579, 912, 589]
article-paragraph: Mr. Cooper also moved:—: [338, 177, 417, 187]
article-paragraph: Mr. M'Laren: A wrecking wage.: [184, 251, 278, 261]
headline-labour-trade: LABOUR AND "THE TRADE.": [333, 1575, 472, 1586]
article-paragraph: It was decided to refer the clause to the Drafting Committee.: [22, 901, 166, 921]
subhead-needs-wage: "NEEDS" AND "EXERTION" WAGE OPPOSED.: [30, 109, 158, 127]
article-paragraph: The motion was carried unanimously.: [338, 1073, 448, 1083]
article-paragraph: Mr. Macdonald said that the convenience and comfort given for the clerical staff were entirely inadequate.: [797, 1389, 943, 1417]
article-paragraph: The Engineer was instructed to make arrangements to give effect to the request of a resident of Karaka Bay, that the electric lights at the zig-zag path leading from the Miramar tram terminus be kept alight until midnight, and that the three standards to be placed in position along the zig-zag be made a matter of expense.: [953, 752, 1094, 817]
dateline: Sydney, July 18.: [1047, 902, 1094, 911]
headline-queens-statue: AT THE QUEEN'S STATUE.: [340, 1118, 465, 1129]
table-cell: 288: [586, 830, 597, 839]
article-paragraph: "In the meantime, I would like to point out that the clubs which are denied the use of the totalisator must inevitably decline in their finances, and it is to be regretted that sport should suffer in this way through no fault of the clubs concerned. I should be pleased to see the authorities take action to deal with the matter, even at this late period of the session, and trust that it will receive consideration. It is a matter which warrants special attention.: [485, 901, 631, 994]
